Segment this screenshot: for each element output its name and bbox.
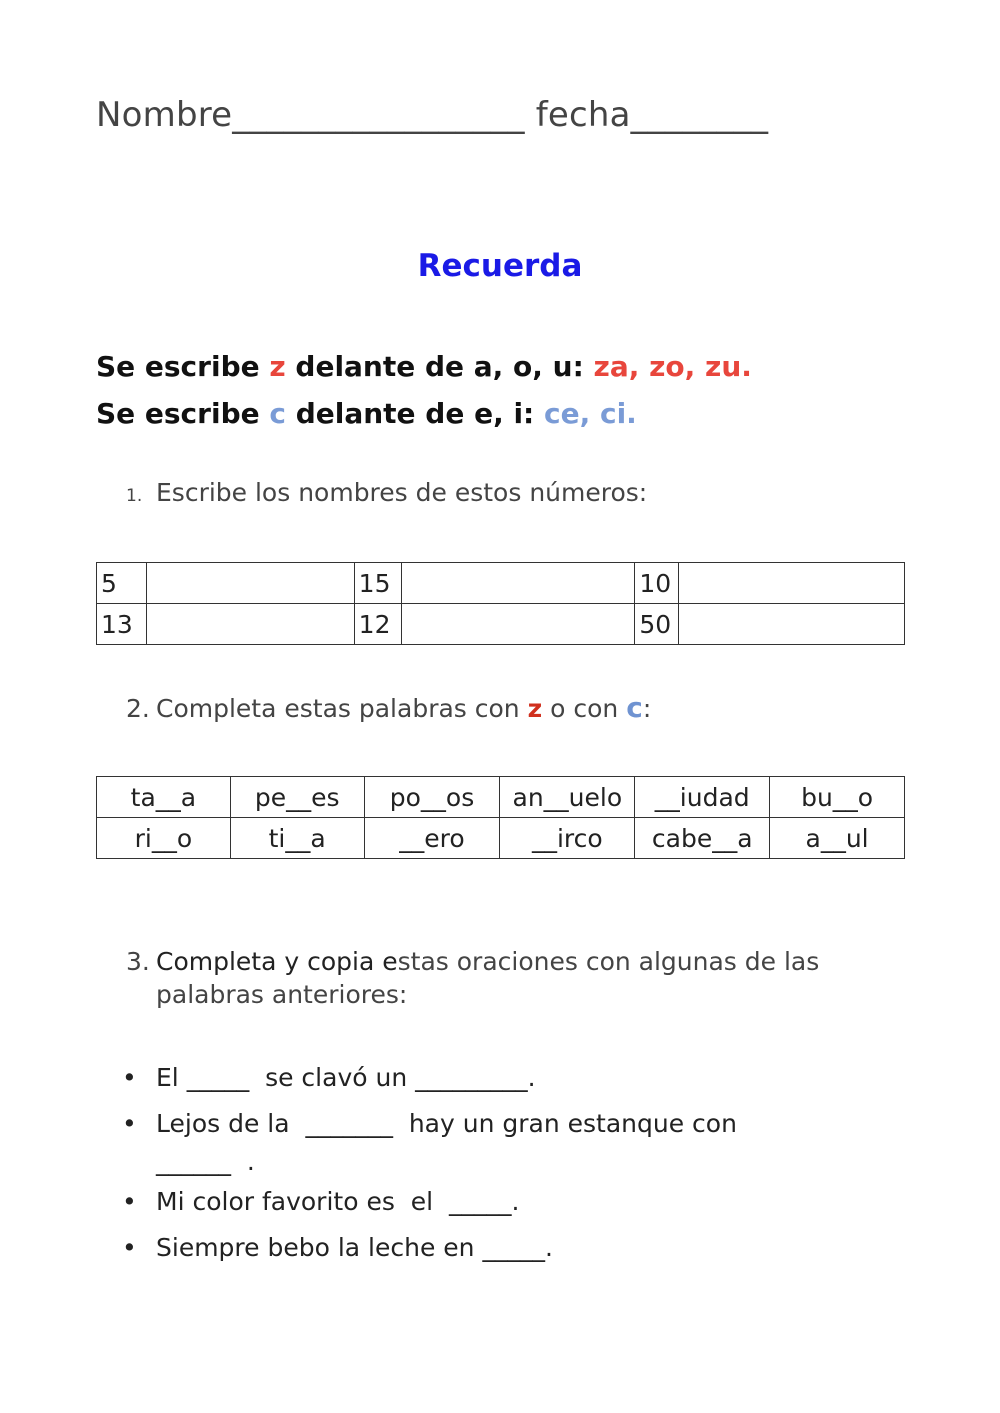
rule-z — [96, 350, 752, 383]
rule-c — [96, 397, 637, 430]
word-cell[interactable]: __ero — [364, 818, 500, 859]
word-cell[interactable]: __irco — [500, 818, 635, 859]
rule-c-examples: ce, ci. — [544, 397, 637, 430]
number-cell: 12 — [354, 604, 401, 645]
answer-cell[interactable] — [401, 604, 635, 645]
bullet-dot: • — [122, 1187, 137, 1216]
rule-c-text-a: Se escribe — [96, 397, 270, 430]
list-item[interactable] — [122, 1233, 553, 1262]
answer-cell[interactable] — [146, 563, 354, 604]
list-item[interactable] — [122, 1109, 737, 1138]
word-cell[interactable]: bu__o — [770, 777, 905, 818]
answer-cell[interactable] — [401, 563, 635, 604]
task-2-number: 2. — [126, 694, 150, 723]
table-row — [97, 777, 905, 818]
answer-cell[interactable] — [146, 604, 354, 645]
task-1-instruction — [126, 478, 647, 507]
word-cell[interactable]: pe__es — [230, 777, 364, 818]
sentence-3: Mi color favorito es el _____. — [156, 1187, 520, 1216]
number-cell: 5 — [97, 563, 147, 604]
sentence-4: Siempre bebo la leche en _____. — [156, 1233, 553, 1262]
number-cell: 50 — [635, 604, 679, 645]
list-item[interactable] — [122, 1187, 519, 1216]
answer-cell[interactable] — [679, 604, 905, 645]
task-1-text: Escribe los nombres de estos números: — [156, 478, 648, 507]
list-item[interactable] — [122, 1063, 536, 1092]
rule-z-letter: z — [269, 350, 286, 383]
number-cell: 13 — [97, 604, 147, 645]
answer-cell[interactable] — [679, 563, 905, 604]
word-cell[interactable]: __iudad — [635, 777, 770, 818]
sentence-1: El _____ se clavó un _________. — [156, 1063, 536, 1092]
rule-c-letter: c — [269, 397, 286, 430]
word-cell[interactable]: ri__o — [97, 818, 231, 859]
word-cell[interactable]: ta__a — [97, 777, 231, 818]
task-2-instruction — [126, 691, 651, 724]
word-cell[interactable]: a__ul — [770, 818, 905, 859]
task-1-number: 1. — [126, 486, 143, 506]
sentence-2-continuation[interactable]: ______ . — [156, 1147, 255, 1176]
task-3-text-rest: stas oraciones con algunas de las palabras anteriores: — [156, 947, 820, 1009]
task-2-letter-z: z — [527, 694, 543, 723]
task-3-text-dark: Completa y copia e — [156, 947, 398, 976]
rule-z-text-a: Se escribe — [96, 350, 270, 383]
task-2-text-b: o con — [542, 694, 627, 723]
rule-z-examples: za, zo, zu. — [593, 350, 752, 383]
task-2-text-a: Completa estas palabras con — [156, 694, 528, 723]
rule-c-text-b: delante de e, i: — [285, 397, 544, 430]
bullet-dot: • — [122, 1063, 137, 1092]
word-cell[interactable]: cabe__a — [635, 818, 770, 859]
rule-z-text-b: delante de a, o, u: — [285, 350, 594, 383]
task-2-letter-c: c — [626, 691, 643, 724]
sentence-2: Lejos de la _______ hay un gran estanque con — [156, 1109, 737, 1138]
numbers-table — [96, 562, 905, 645]
table-row — [97, 604, 905, 645]
table-row — [97, 563, 905, 604]
bullet-dot: • — [122, 1109, 137, 1138]
word-cell[interactable]: po__os — [364, 777, 500, 818]
table-row — [97, 818, 905, 859]
task-2-colon: : — [642, 694, 652, 723]
task-3-number: 3. — [126, 947, 150, 976]
page-title: Recuerda — [417, 248, 583, 284]
bullet-dot: • — [122, 1233, 137, 1262]
number-cell: 15 — [354, 563, 401, 604]
word-cell[interactable]: an__uelo — [500, 777, 635, 818]
words-table — [96, 776, 905, 859]
word-cell[interactable]: ti__a — [230, 818, 364, 859]
number-cell: 10 — [635, 563, 679, 604]
task-3-instruction — [126, 945, 886, 1011]
name-date-line: Nombre_________________ fecha________ — [96, 95, 769, 135]
